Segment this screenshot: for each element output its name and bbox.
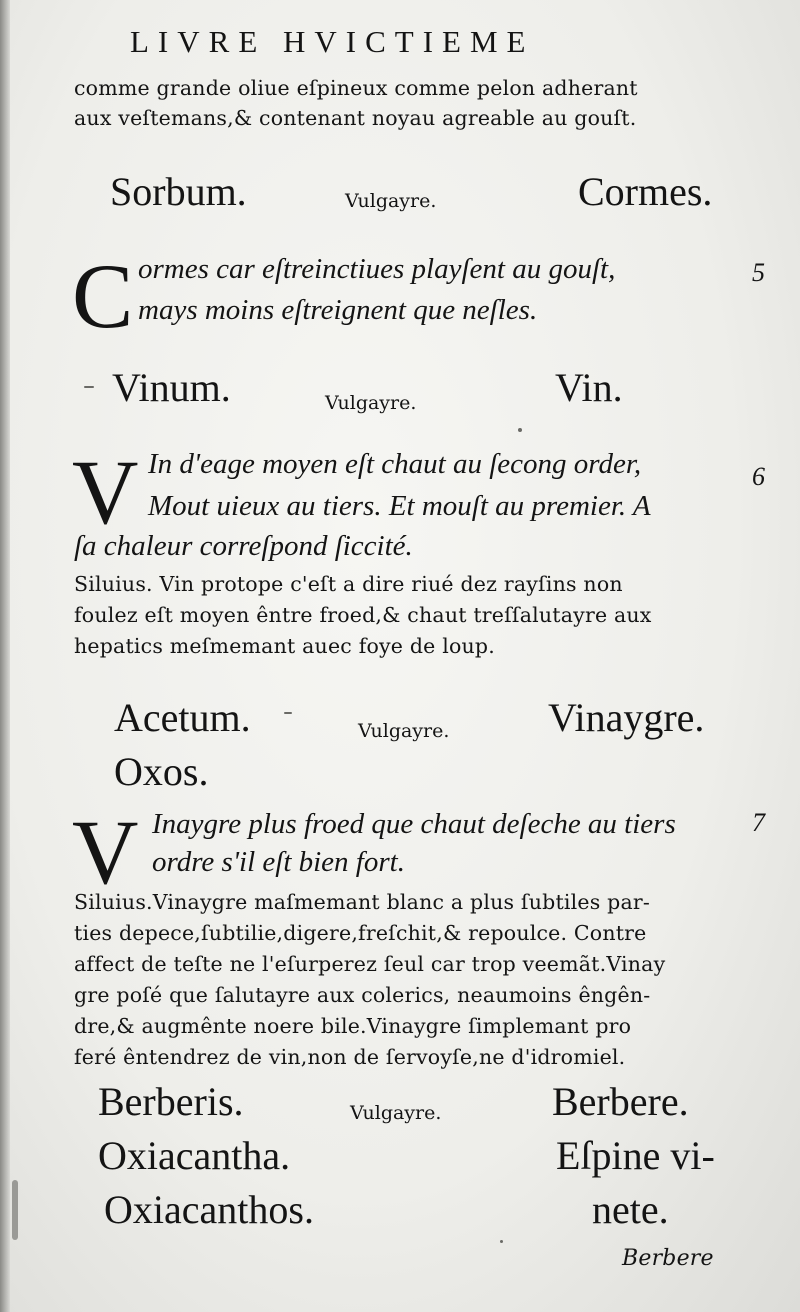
acetum-verse-line-1: Inaygre plus froed que chaut deſeche au tiers bbox=[152, 808, 676, 840]
berberis-latin-heading-3: Oxiacanthos. bbox=[104, 1187, 314, 1232]
ink-speck bbox=[500, 1240, 503, 1243]
berberis-latin-heading-1: Berberis. bbox=[98, 1079, 244, 1124]
vinum-vulgayre-label: Vulgayre. bbox=[325, 392, 417, 414]
acetum-vulgayre-label: Vulgayre. bbox=[358, 720, 450, 742]
vinum-verse-line-1: In d'eage moyen eſt chaut au ſecong order, bbox=[148, 448, 642, 480]
page-edge-stain bbox=[12, 1180, 18, 1240]
vinum-drop-cap: V bbox=[72, 441, 139, 543]
vinum-french-heading: Vin. bbox=[555, 365, 623, 410]
berberis-french-heading-1: Berbere. bbox=[552, 1079, 689, 1124]
acetum-latin-heading-2: Oxos. bbox=[114, 749, 209, 794]
page-gutter-shadow bbox=[0, 0, 10, 1312]
margin-number-6: 6 bbox=[752, 462, 765, 491]
acetum-note-line-6: feré êntendrez de vin,non de ſervoyſe,ne d'idromiel. bbox=[74, 1045, 626, 1069]
acetum-note-line-1: Siluius.Vinaygre maſmemant blanc a plus ſubtiles par- bbox=[74, 890, 651, 914]
sorbum-french-heading: Cormes. bbox=[578, 169, 713, 214]
berberis-vulgayre-label: Vulgayre. bbox=[350, 1102, 442, 1124]
sorbum-verse-line-2: mays moins eſtreignent que neſles. bbox=[138, 294, 538, 326]
acetum-drop-cap: V bbox=[72, 801, 139, 903]
acetum-note-line-5: dre,& augmênte noere bile.Vinaygre ſimplemant pro bbox=[74, 1014, 632, 1038]
acetum-french-heading: Vinaygre. bbox=[548, 695, 705, 740]
acetum-latin-heading: Acetum. bbox=[114, 695, 251, 740]
berberis-latin-heading-2: Oxiacantha. bbox=[98, 1133, 291, 1178]
acetum-note-line-3: affect de teſte ne l'eſurperez ſeul car trop veemãt.Vinay bbox=[74, 952, 666, 976]
vinum-verse-line-3: ſa chaleur correſpond ſiccité. bbox=[74, 530, 413, 562]
vinum-note-line-2: foulez eſt moyen êntre froed,& chaut treſſalutayre aux bbox=[74, 603, 652, 627]
sorbum-drop-cap: C bbox=[72, 245, 134, 347]
margin-number-7: 7 bbox=[752, 808, 765, 837]
sorbum-verse-line-1: ormes car eſtreinctiues playſent au gouſt, bbox=[138, 253, 616, 285]
sorbum-latin-heading: Sorbum. bbox=[110, 169, 247, 214]
acetum-verse-line-2: ordre s'il eſt bien fort. bbox=[152, 846, 405, 878]
vinum-note-line-3: hepatics meſmemant auec foye de loup. bbox=[74, 634, 495, 658]
berberis-french-heading-2: Eſpine vi- bbox=[556, 1133, 715, 1178]
acetum-note-line-4: gre poſé que ſalutayre aux colerics, neaumoins êngên- bbox=[74, 983, 651, 1007]
margin-number-5: 5 bbox=[752, 258, 765, 287]
vinum-verse-line-2: Mout uieux au tiers. Et mouſt au premier. A bbox=[148, 490, 651, 522]
intro-line-1: comme grande oliue eſpineux comme pelon adherant bbox=[74, 76, 638, 100]
acetum-note-line-2: ties depece,ſubtilie,digere,freſchit,& repoulce. Contre bbox=[74, 921, 647, 945]
ink-speck bbox=[518, 428, 522, 432]
vinum-latin-heading: Vinum. bbox=[112, 365, 231, 410]
ink-speck bbox=[84, 386, 94, 388]
ink-speck bbox=[284, 712, 292, 714]
running-head: LIVRE HVICTIEME bbox=[130, 24, 535, 59]
vinum-note-line-1: Siluius. Vin protope c'eſt a dire riué dez rayſins non bbox=[74, 572, 623, 596]
catchword: Berbere bbox=[622, 1246, 714, 1271]
sorbum-vulgayre-label: Vulgayre. bbox=[345, 190, 437, 212]
berberis-french-heading-3: nete. bbox=[592, 1187, 669, 1232]
intro-line-2: aux veſtemans,& contenant noyau agreable au gouſt. bbox=[74, 106, 637, 130]
